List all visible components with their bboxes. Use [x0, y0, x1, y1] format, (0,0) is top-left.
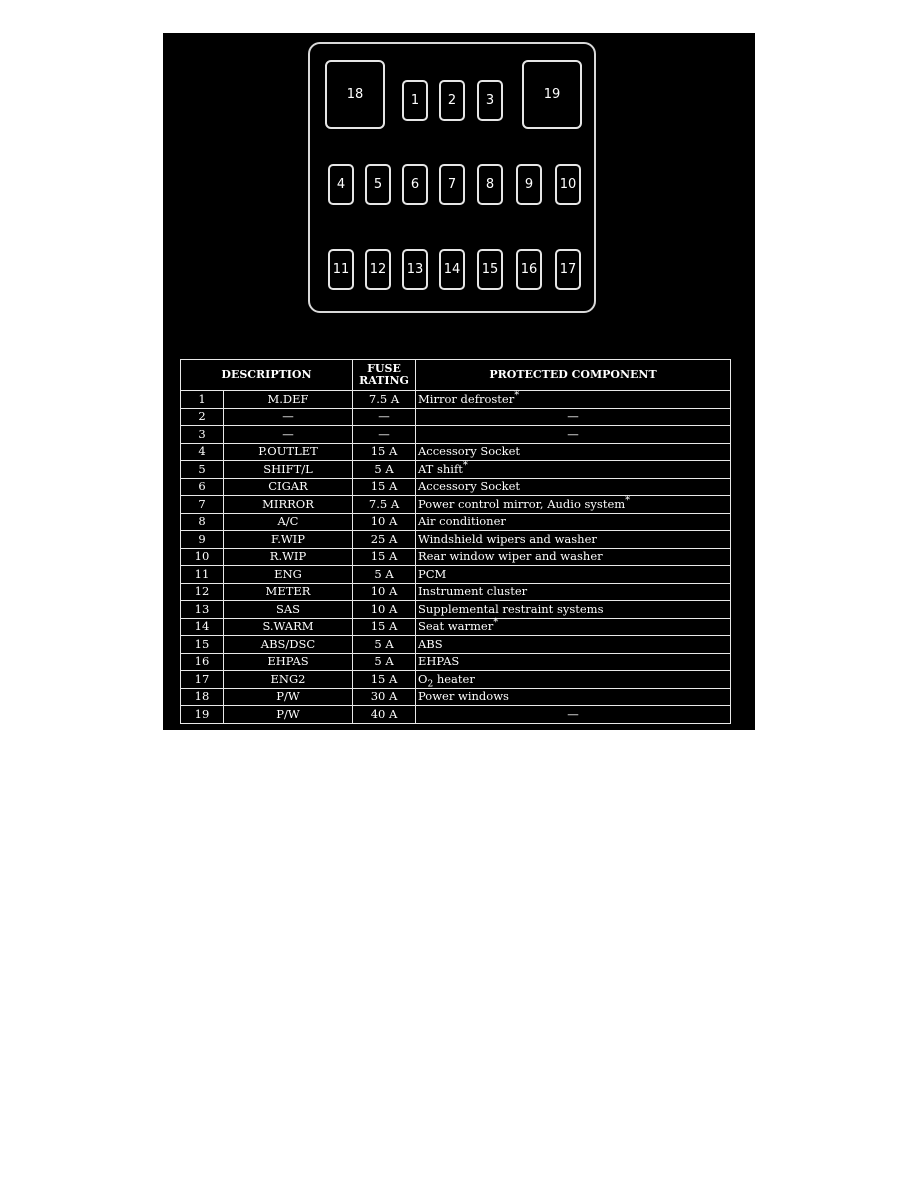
rating-cell: 15 A: [353, 443, 416, 461]
fuse-7: 7: [439, 164, 465, 205]
component-cell: [416, 531, 731, 549]
table-row: [181, 653, 731, 671]
table-row: [181, 548, 731, 566]
rating-cell: 5 A: [353, 653, 416, 671]
component-suffix: heater: [433, 671, 475, 686]
description-cell: METER: [224, 583, 353, 601]
component-text: Air conditioner: [418, 514, 506, 529]
table-row: [181, 636, 731, 654]
fuse-17: 17: [555, 249, 581, 290]
fuse-number-cell: 10: [181, 548, 224, 566]
footnote-asterisk: *: [514, 389, 520, 401]
fuse-6: 6: [402, 164, 428, 205]
header-description: DESCRIPTION: [181, 360, 353, 391]
component-text: Accessory Socket: [418, 444, 521, 459]
rating-cell: 15 A: [353, 618, 416, 636]
fuse-number-cell: 8: [181, 513, 224, 531]
rating-cell: 25 A: [353, 531, 416, 549]
fuse-number-cell: 11: [181, 566, 224, 584]
component-text: ABS: [418, 636, 443, 651]
description-cell: P/W: [224, 706, 353, 724]
footnote-asterisk: *: [625, 494, 631, 506]
fuse-number-cell: 9: [181, 531, 224, 549]
diagram-panel: [163, 33, 755, 730]
component-text: O: [418, 671, 428, 686]
fuse-11: 11: [328, 249, 354, 290]
description-cell: ENG2: [224, 671, 353, 689]
component-subscript: 2: [427, 679, 434, 690]
component-text: Windshield wipers and washer: [418, 531, 597, 546]
fuse-number-cell: 3: [181, 426, 224, 444]
rating-cell: 10 A: [353, 601, 416, 619]
description-cell: M.DEF: [224, 391, 353, 409]
component-text: —: [567, 706, 579, 721]
description-cell: ENG: [224, 566, 353, 584]
fuse-number-cell: 18: [181, 688, 224, 706]
fuse-16: 16: [516, 249, 542, 290]
fuse-4: 4: [328, 164, 354, 205]
component-text: Mirror defroster: [418, 391, 515, 406]
rating-cell: 10 A: [353, 513, 416, 531]
fuse-14: 14: [439, 249, 465, 290]
rating-cell: 5 A: [353, 566, 416, 584]
table-row: [181, 706, 731, 724]
fuse-number-cell: 12: [181, 583, 224, 601]
description-cell: R.WIP: [224, 548, 353, 566]
fuse-number-cell: 15: [181, 636, 224, 654]
component-cell: [416, 706, 731, 724]
table-row: [181, 566, 731, 584]
component-cell: [416, 478, 731, 496]
description-cell: CIGAR: [224, 478, 353, 496]
fuse-2: 2: [439, 80, 465, 121]
description-cell: ABS/DSC: [224, 636, 353, 654]
table-row: [181, 391, 731, 409]
fuse-8: 8: [477, 164, 503, 205]
component-text: EHPAS: [418, 654, 460, 669]
fuse-table: [180, 359, 731, 724]
fuse-9: 9: [516, 164, 542, 205]
component-cell: [416, 566, 731, 584]
rating-cell: 7.5 A: [353, 496, 416, 514]
table-header-row: [181, 360, 731, 391]
fuse-number-cell: 2: [181, 408, 224, 426]
table-row: [181, 496, 731, 514]
rating-cell: 5 A: [353, 461, 416, 479]
component-cell: [416, 443, 731, 461]
component-text: —: [567, 409, 579, 424]
header-rating-line2: RATING: [359, 374, 409, 387]
description-cell: S.WARM: [224, 618, 353, 636]
component-text: Supplemental restraint systems: [418, 601, 604, 616]
fuse-3: 3: [477, 80, 503, 121]
component-text: Power windows: [418, 689, 509, 704]
component-cell: [416, 426, 731, 444]
table-row: [181, 618, 731, 636]
description-cell: P.OUTLET: [224, 443, 353, 461]
header-rating-line1: FUSE: [367, 362, 401, 375]
table-row: [181, 531, 731, 549]
header-fuse-rating: [353, 360, 416, 391]
table-row: [181, 583, 731, 601]
fuse-number-cell: 16: [181, 653, 224, 671]
rating-cell: 7.5 A: [353, 391, 416, 409]
component-cell: [416, 601, 731, 619]
footnote-asterisk: *: [462, 459, 468, 471]
component-text: Power control mirror, Audio system: [418, 496, 626, 511]
rating-cell: 10 A: [353, 583, 416, 601]
component-cell: [416, 548, 731, 566]
rating-cell: 15 A: [353, 548, 416, 566]
table-row: [181, 443, 731, 461]
fuse-number-cell: 17: [181, 671, 224, 689]
fuse-12: 12: [365, 249, 391, 290]
component-text: PCM: [418, 566, 447, 581]
fuse-number-cell: 7: [181, 496, 224, 514]
fuse-1: 1: [402, 80, 428, 121]
component-cell: [416, 653, 731, 671]
fuse-number-cell: 4: [181, 443, 224, 461]
rating-cell: 15 A: [353, 478, 416, 496]
rating-cell: 40 A: [353, 706, 416, 724]
description-cell: SAS: [224, 601, 353, 619]
fuse-18: 18: [325, 60, 385, 129]
rating-cell: —: [353, 426, 416, 444]
description-cell: F.WIP: [224, 531, 353, 549]
component-text: AT shift: [418, 461, 463, 476]
component-cell: [416, 391, 731, 409]
table-row: [181, 461, 731, 479]
component-cell: [416, 636, 731, 654]
fuse-19: 19: [522, 60, 582, 129]
table-row: [181, 513, 731, 531]
table-row: [181, 408, 731, 426]
description-cell: —: [224, 408, 353, 426]
fuse-15: 15: [477, 249, 503, 290]
description-cell: P/W: [224, 688, 353, 706]
component-cell: [416, 496, 731, 514]
fuse-number-cell: 19: [181, 706, 224, 724]
table-row: [181, 671, 731, 689]
description-cell: MIRROR: [224, 496, 353, 514]
rating-cell: 5 A: [353, 636, 416, 654]
component-text: —: [567, 426, 579, 441]
table-row: [181, 688, 731, 706]
footnote-asterisk: *: [493, 617, 499, 629]
component-cell: [416, 618, 731, 636]
rating-cell: 30 A: [353, 688, 416, 706]
fuse-number-cell: 1: [181, 391, 224, 409]
description-cell: SHIFT/L: [224, 461, 353, 479]
component-cell: [416, 408, 731, 426]
fuse-10: 10: [555, 164, 581, 205]
table-row: [181, 426, 731, 444]
component-cell: [416, 671, 731, 689]
component-text: Seat warmer: [418, 619, 494, 634]
component-text: Rear window wiper and washer: [418, 549, 603, 564]
table-row: [181, 478, 731, 496]
fuse-5: 5: [365, 164, 391, 205]
description-cell: EHPAS: [224, 653, 353, 671]
component-text: Instrument cluster: [418, 584, 528, 599]
component-cell: [416, 461, 731, 479]
fuse-13: 13: [402, 249, 428, 290]
component-cell: [416, 583, 731, 601]
fuse-number-cell: 6: [181, 478, 224, 496]
rating-cell: —: [353, 408, 416, 426]
header-protected-component: PROTECTED COMPONENT: [416, 360, 731, 391]
table-row: [181, 601, 731, 619]
fuse-number-cell: 13: [181, 601, 224, 619]
description-cell: A/C: [224, 513, 353, 531]
component-cell: [416, 513, 731, 531]
rating-cell: 15 A: [353, 671, 416, 689]
fuse-number-cell: 14: [181, 618, 224, 636]
description-cell: —: [224, 426, 353, 444]
component-cell: [416, 688, 731, 706]
fuse-number-cell: 5: [181, 461, 224, 479]
component-text: Accessory Socket: [418, 479, 521, 494]
